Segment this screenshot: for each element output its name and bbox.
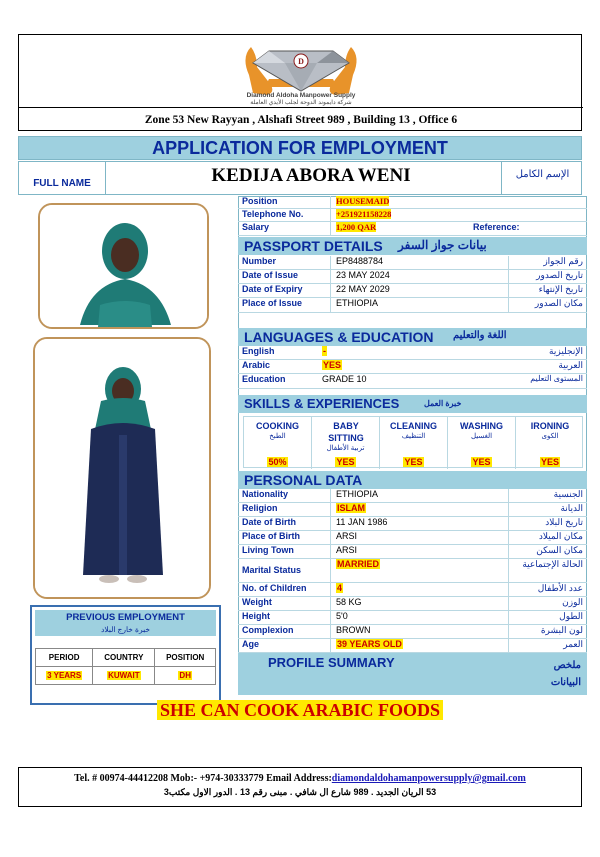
full-body-photo <box>33 337 211 599</box>
full-name-row <box>18 161 582 195</box>
column-header: PERIOD <box>36 649 93 667</box>
row-label: Place of Issue <box>242 298 303 308</box>
reference-label: Reference: <box>473 222 520 232</box>
column-header: POSITION <box>155 649 216 667</box>
personal-row: Age 39 YEARS OLD العمر <box>238 639 587 653</box>
skills-heading-ar: خبرة العمل <box>424 399 462 408</box>
row-label-ar: رقم الجواز <box>543 256 583 266</box>
passport-row <box>238 256 587 270</box>
previous-employment-box <box>30 605 221 705</box>
position-value: HOUSEMAID <box>336 196 390 206</box>
row-label-ar: العربية <box>558 360 583 370</box>
company-address: Zone 53 New Rayyan , Alshafi Street 989 , Building 13 , Office 6 <box>19 107 583 131</box>
row-value: 23 MAY 2024 <box>336 270 390 280</box>
row-label: Number <box>242 256 277 266</box>
skills-heading-en: SKILLS & EXPERIENCES <box>244 396 400 411</box>
languages-heading-ar: اللغة والتعليم <box>453 330 507 341</box>
row-label: English <box>242 346 275 356</box>
personal-row: Nationality ETHIOPIA الجنسية <box>238 489 587 503</box>
personal-row: No. of Children 4 عدد الأطفال <box>238 583 587 597</box>
row-value: GRADE 10 <box>322 374 367 384</box>
portrait-photo <box>38 203 209 329</box>
personal-row: Religion ISLAM الديانة <box>238 503 587 517</box>
salary-row <box>238 222 587 236</box>
footer-contact <box>19 773 581 784</box>
row-label: Date of Expiry <box>242 284 303 294</box>
page-title: APPLICATION FOR EMPLOYMENT <box>18 136 582 160</box>
salary-value: 1,200 QAR <box>336 222 377 232</box>
profile-summary-heading <box>238 653 587 695</box>
row-label-ar: تاريخ الإنتهاء <box>538 284 583 294</box>
row-label-ar: مكان الصدور <box>534 298 583 308</box>
row-value: EP8488784 <box>336 256 384 266</box>
telephone-label: Telephone No. <box>242 209 304 219</box>
email-link[interactable]: diamondaldohamanpowersupply@gmail.com <box>331 773 526 784</box>
full-name-value: KEDIJA ABORA WENI <box>211 165 411 186</box>
position-cell: DH <box>155 667 216 685</box>
row-label-ar: تاريخ الصدور <box>536 270 583 280</box>
telephone-row <box>238 209 587 222</box>
passport-heading-en: PASSPORT DETAILS <box>244 238 383 254</box>
footer-contact-text: Tel. # 00974-44412208 Mob:- +974-30333779 Email Address: <box>74 773 332 784</box>
language-row <box>238 360 587 374</box>
skills-heading <box>238 395 587 413</box>
row-value: YES <box>323 360 342 370</box>
footer-address-ar: 53 الريان الجديد . 989 شارع ال شافي . مبنى رقم 13 . الدور الاول مكتب3 <box>163 787 437 797</box>
letterhead <box>18 34 582 131</box>
previous-employment-heading <box>35 610 216 636</box>
personal-heading-text: PERSONAL DATA <box>244 472 363 488</box>
position-label: Position <box>242 196 278 206</box>
skill-baby-sitting: BABY SITTING تربية الأطفال YES <box>312 417 380 469</box>
passport-heading <box>238 237 587 255</box>
table-header-row <box>36 649 216 667</box>
telephone-value: +251921158228 <box>336 209 392 219</box>
row-label: Date of Issue <box>242 270 299 280</box>
passport-row <box>238 284 587 298</box>
profile-summary-heading-en: PROFILE SUMMARY <box>268 655 395 670</box>
personal-row: Complexion BROWN لون البشرة <box>238 625 587 639</box>
languages-heading <box>238 328 587 346</box>
row-label-ar: الإنجليزية <box>549 346 583 356</box>
skill-cooking: COOKING الطبخ 50% <box>244 417 312 469</box>
skill-washing: WASHING الغسيل YES <box>448 417 516 469</box>
full-name-label: FULL NAME <box>19 162 106 194</box>
personal-data-heading <box>238 471 587 489</box>
salary-label: Salary <box>242 222 270 232</box>
full-name-label-ar: الإسم الكامل <box>501 162 583 194</box>
row-value: ETHIOPIA <box>336 298 379 308</box>
country-cell: KUWAIT <box>93 667 155 685</box>
svg-text:D: D <box>298 57 304 66</box>
personal-row: Weight 58 KG الوزن <box>238 597 587 611</box>
table-row <box>36 667 216 685</box>
passport-heading-ar: بيانات جواز السفر <box>398 238 487 252</box>
personal-row: Place of Birth ARSI مكان الميلاد <box>238 531 587 545</box>
previous-employment-table <box>35 648 216 685</box>
skill-cleaning: CLEANING التنظيف YES <box>380 417 448 469</box>
personal-row: Height 5'0 الطول <box>238 611 587 625</box>
column-header: COUNTRY <box>93 649 155 667</box>
previous-employment-heading-en: PREVIOUS EMPLOYMENT <box>66 612 185 623</box>
position-row <box>238 196 587 209</box>
row-value: - <box>323 346 326 356</box>
company-name-en: Diamond Aldoha Manpower Supply <box>246 92 356 99</box>
profile-summary-text: SHE CAN COOK ARABIC FOODS <box>0 700 600 721</box>
language-row <box>238 346 587 360</box>
previous-employment-heading-ar: خبرة خارج البلاد <box>101 625 150 634</box>
company-name-ar: شركة دايموند الدوحة لجلب الأيدي العاملة <box>250 100 352 106</box>
row-label: Education <box>242 374 286 384</box>
row-label-ar: المستوى التعليم <box>530 374 583 383</box>
row-value: 22 MAY 2029 <box>336 284 390 294</box>
personal-row: Date of Birth 11 JAN 1986 تاريخ البلاد <box>238 517 587 531</box>
education-row <box>238 374 587 389</box>
passport-row <box>238 298 587 313</box>
footer <box>18 767 582 807</box>
row-label: Arabic <box>242 360 271 370</box>
profile-summary-heading-ar: ملخص البيانات <box>550 660 581 688</box>
personal-row: Living Town ARSI مكان السكن <box>238 545 587 559</box>
skills-grid <box>243 416 583 468</box>
skill-ironing: IRONING الكوى YES <box>530 421 570 467</box>
languages-heading-en: LANGUAGES & EDUCATION <box>244 329 434 345</box>
period-cell: 3 YEARS <box>36 667 93 685</box>
personal-row: Marital Status MARRIED الحالة الإجتماعية <box>238 559 587 583</box>
passport-row <box>238 270 587 284</box>
